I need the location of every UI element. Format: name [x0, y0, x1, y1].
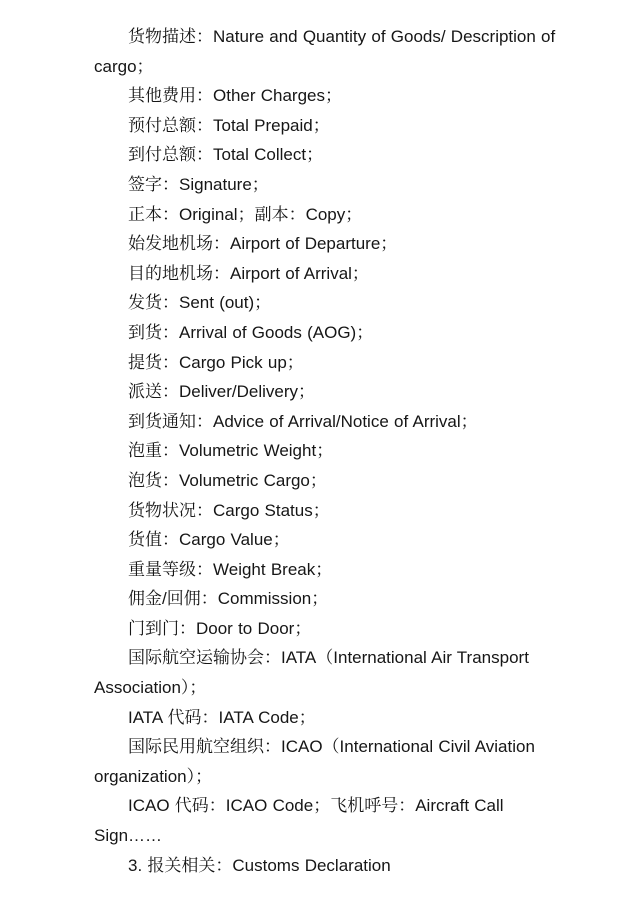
glossary-entry: 货物状况：Cargo Status；	[128, 500, 330, 520]
glossary-entry: ICAO 代码：ICAO Code；飞机呼号：Aircraft Call Sign……	[94, 796, 504, 846]
glossary-entry: 签字：Signature；	[128, 174, 269, 194]
glossary-entry: 其他费用：Other Charges；	[128, 86, 342, 106]
glossary-entry: 始发地机场：Airport of Departure；	[128, 234, 398, 254]
glossary-entry: 泡重：Volumetric Weight；	[128, 441, 334, 461]
glossary-entry: 国际民用航空组织：ICAO（International Civil Aviation organization）；	[94, 737, 535, 786]
glossary-entry: 货物描述：Nature and Quantity of Goods/ Description of cargo；	[94, 27, 556, 76]
glossary-entry: 正本：Original；副本：Copy；	[128, 204, 363, 224]
glossary-entry: 3. 报关相关：Customs Declaration	[128, 855, 391, 875]
glossary-entry: 预付总额：Total Prepaid；	[128, 115, 330, 135]
glossary-entry: 到货通知：Advice of Arrival/Notice of Arrival；	[128, 411, 478, 431]
glossary-entry: 目的地机场：Airport of Arrival；	[128, 263, 369, 283]
glossary-entry: 到货：Arrival of Goods (AOG)；	[128, 322, 374, 342]
glossary-entry: 提货：Cargo Pick up；	[128, 352, 304, 372]
glossary-entry: 国际航空运输协会：IATA（International Air Transport Association）；	[94, 648, 529, 698]
glossary-entry: 到付总额：Total Collect；	[128, 145, 324, 165]
glossary-entry: IATA 代码：IATA Code；	[128, 707, 316, 727]
glossary-entry: 佣金/回佣：Commission；	[128, 589, 329, 609]
glossary-entry: 派送：Deliver/Delivery；	[128, 382, 316, 402]
glossary-entry: 发货：Sent (out)；	[128, 293, 272, 313]
glossary-list	[94, 22, 560, 880]
glossary-entry: 货值：Cargo Value；	[128, 530, 290, 550]
glossary-entry: 门到门：Door to Door；	[128, 618, 312, 638]
glossary-entry: 泡货：Volumetric Cargo；	[128, 470, 327, 490]
glossary-entry: 重量等级：Weight Break；	[128, 559, 333, 579]
